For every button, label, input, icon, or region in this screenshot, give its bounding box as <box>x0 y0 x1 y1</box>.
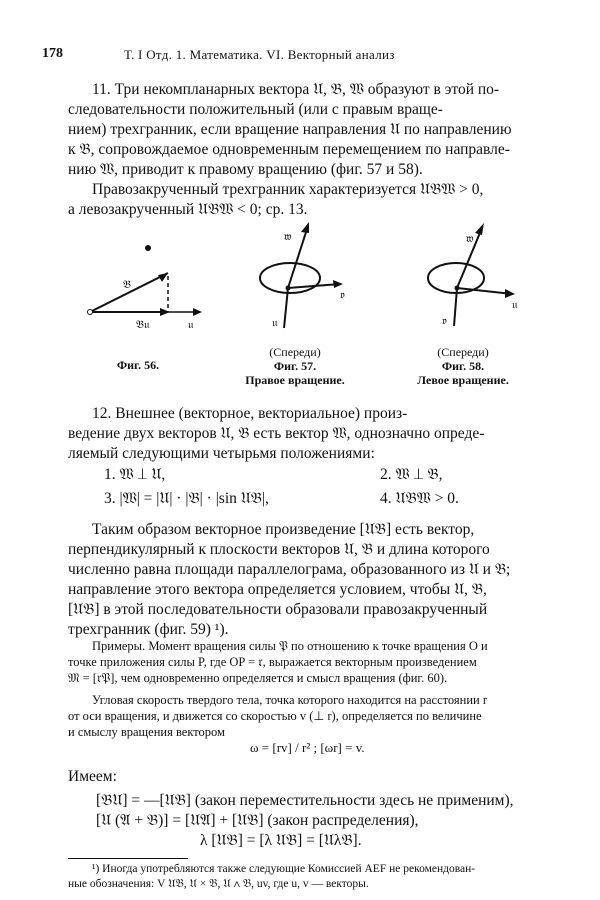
text-line: [𝔘𝔅] в этой последовательности образовали правозакрученный <box>68 601 488 618</box>
condition-1: 1. 𝔚 ⊥ 𝔘, <box>104 466 166 483</box>
examples-block <box>68 638 563 740</box>
figure-56-diagram <box>78 228 218 338</box>
arrow-head <box>475 223 484 235</box>
text-line: Примеры. Момент вращения силы 𝔓 по отношению к точке вращения O и <box>92 639 488 653</box>
arrow-head <box>301 222 309 233</box>
text-line: 12. Внешнее (векторное, векториальное) произ- <box>92 405 408 422</box>
text-line: перпендикулярный к плоскости векторов 𝔘, 𝔅 и длина которого <box>68 541 490 558</box>
text-line: направление этого вектора определяется условием, чтобы 𝔘, 𝔅, <box>68 581 487 598</box>
paragraph-12 <box>68 404 563 464</box>
label-v: 𝔳 <box>442 315 447 327</box>
figure-58-diagram <box>412 220 542 335</box>
label-u: 𝔲 <box>272 317 278 329</box>
text-line: Угловая скорость твердого тела, точка которого находится на расстоянии r <box>92 693 488 707</box>
text-line: от оси вращения, и движется со скоростью v (⊥ r), определяется по величине <box>68 709 482 723</box>
label-w: 𝔴 <box>466 233 474 245</box>
page-number: 178 <box>42 46 63 61</box>
paragraph-thus <box>68 520 563 640</box>
label-u: 𝔲 <box>512 299 518 311</box>
arrow-head <box>193 308 202 316</box>
footnote <box>68 862 563 892</box>
text-line: нию 𝔚, приводит к правому вращению (фиг. 57 и 58). <box>68 161 423 178</box>
label-bu: 𝔅𝔲 <box>136 319 150 331</box>
condition-4: 4. 𝔘𝔅𝔚 > 0. <box>380 490 459 507</box>
law-formula-1: [𝔅𝔘] = —[𝔘𝔅] (закон переместительности здесь не применим), <box>96 792 514 809</box>
text-line: нием) трехгранник, если вращение направления 𝔘 по направлению <box>68 121 512 138</box>
origin-point <box>88 310 93 315</box>
text-line: 𝔐 = [𝔯𝔓], чем одновременно определяется и смысл вращения (фиг. 60). <box>68 671 448 685</box>
have-label: Имеем: <box>68 768 117 785</box>
text-line: трехгранник (фиг. 59) ¹). <box>68 621 229 638</box>
angular-velocity-formula: ω = [rv] / r² ; [ωr] = v. <box>250 740 365 755</box>
figure-56-caption: Фиг. 56. <box>116 358 160 372</box>
arrow-head <box>505 289 515 298</box>
condition-2: 2. 𝔚 ⊥ 𝔅, <box>380 466 443 483</box>
figure-57-caption: (Спереди) Фиг. 57. Правое вращение. <box>245 345 345 387</box>
text-line: а левозакрученный 𝔘𝔅𝔚 < 0; ср. 13. <box>68 201 308 218</box>
figure-57-diagram <box>238 220 368 335</box>
text-line: 11. Три некомпланарных вектора 𝔘, 𝔅, 𝔚 образуют в этой по- <box>92 81 500 98</box>
text-line: ные обозначения: V 𝔘𝔅, 𝔘 × 𝔅, 𝔘 ∧ 𝔅, uv, где u, v — векторы. <box>68 878 369 890</box>
label-w: 𝔴 <box>284 231 292 243</box>
law-formula-3: λ [𝔘𝔅] = [λ 𝔘𝔅] = [𝔘λ𝔅]. <box>200 832 362 849</box>
arrow-head <box>333 280 343 288</box>
condition-3: 3. |𝔚| = |𝔘| · |𝔅| · |sin 𝔘𝔅|, <box>104 490 269 507</box>
text-line: к 𝔅, сопровождаемое одновременным перемещением по направле- <box>68 141 510 158</box>
label-v: 𝔳 <box>340 289 345 301</box>
footnote-divider <box>68 858 188 859</box>
label-b: 𝔅 <box>123 279 131 291</box>
origin-point <box>286 286 291 291</box>
label-u: 𝔲 <box>188 319 194 331</box>
vector-u <box>284 288 288 328</box>
text-line: точке приложения силы P, где OP = 𝔯, выражается векторным произведением <box>68 655 477 669</box>
running-title: Т. I Отд. 1. Математика. VI. Векторный анализ <box>124 47 395 62</box>
paragraph-11 <box>68 80 563 220</box>
text-line: Таким образом векторное произведение [𝔘𝔅] есть вектор, <box>92 521 475 538</box>
arrow-head <box>158 273 168 282</box>
law-formula-2: [𝔘 (𝔄 + 𝔅)] = [𝔘𝔄] + [𝔘𝔅] (закон распределения), <box>96 812 419 829</box>
text-line: Правозакрученный трехгранник характеризуется 𝔘𝔅𝔚 > 0, <box>92 181 484 198</box>
text-line: ¹) Иногда употребляются также следующие Комиссией AEF не рекомендован- <box>92 863 476 875</box>
text-line: следовательности положительный (или с правым враще- <box>68 101 443 118</box>
text-line: численно равна площади параллелограма, образованного из 𝔘 и 𝔅; <box>68 561 511 578</box>
dot-mark <box>145 245 151 251</box>
text-line: ляемый следующими четырьмя положениями: <box>68 445 375 462</box>
text-line: ведение двух векторов 𝔘, 𝔅 есть вектор 𝔚, однозначно опреде- <box>68 425 485 442</box>
text-line: и смыслу вращения вектором <box>68 725 225 739</box>
figure-58-caption: (Спереди) Фиг. 58. Левое вращение. <box>417 345 509 387</box>
origin-point <box>455 286 460 291</box>
